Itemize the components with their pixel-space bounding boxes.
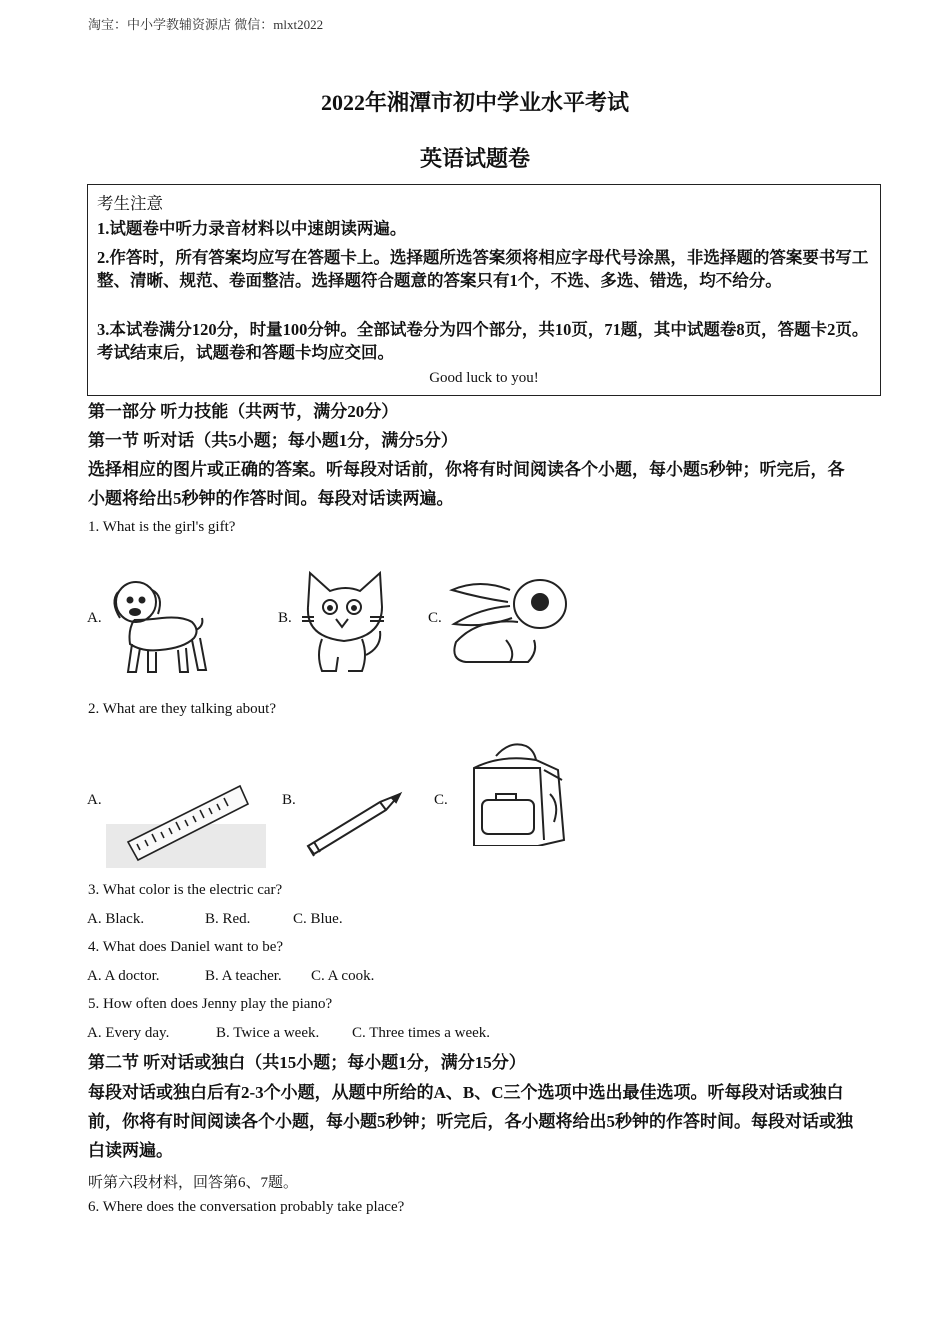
q3-option-c: C. Blue. <box>293 911 343 927</box>
good-luck-text: Good luck to you! <box>429 370 539 386</box>
q5-option-b: B. Twice a week. <box>216 1025 320 1041</box>
question-4-stem: 4. What does Daniel want to be? <box>88 939 284 955</box>
q3-option-a: A. Black. <box>87 911 145 927</box>
q1-option-b-label: B. <box>278 610 292 626</box>
dog-icon <box>108 570 208 680</box>
notice-item-1: 1.试题卷中听力录音材料以中速朗读两遍。 <box>97 219 407 238</box>
exam-subtitle: 英语试题卷 <box>419 146 530 171</box>
q1-option-a-label: A. <box>87 610 102 626</box>
pencil-icon <box>304 790 404 860</box>
q2-option-b-label: B. <box>282 792 296 808</box>
q4-option-a: A. A doctor. <box>87 968 160 984</box>
backpack-icon <box>466 740 566 846</box>
exam-title: 2022年湘潭市初中学业水平考试 <box>320 90 629 115</box>
question-3-stem: 3. What color is the electric car? <box>88 882 283 898</box>
q2-option-c-label: C. <box>434 792 448 808</box>
section1-instructions: 选择相应的图片或正确的答案。听每段对话前，你将有时间阅读各个小题，每小题5秒钟；听完后，各小题将给出5秒钟的作答时间。每段对话读两遍。 <box>88 460 845 508</box>
q4-option-b: B. A teacher. <box>205 968 282 984</box>
question-5-stem: 5. How often does Jenny play the piano? <box>88 996 333 1012</box>
section2-instructions: 每段对话或独白后有2-3个小题，从题中所给的A、B、C三个选项中选出最佳选项。听每段对话或独白前，你将有时间阅读各个小题，每小题5秒钟；听完后，各小题将给出5秒钟的作答时间。每段对话或独白读两遍。 <box>88 1083 853 1160</box>
section1-heading: 第一节 听对话（共5小题；每小题1分，满分5分） <box>88 431 458 450</box>
section2-heading: 第二节 听对话或独白（共15小题；每小题1分，满分15分） <box>88 1053 526 1072</box>
question-2-stem: 2. What are they talking about? <box>88 701 276 717</box>
part1-heading: 第一部分 听力技能（共两节，满分20分） <box>88 402 399 421</box>
q1-option-c-label: C. <box>428 610 442 626</box>
header-note: 淘宝：中小学教辅资源店 微信：mlxt2022 <box>88 17 324 32</box>
ruler-icon <box>106 784 266 868</box>
q5-option-c: C. Three times a week. <box>352 1025 491 1041</box>
notice-item-2: 2.作答时，所有答案均应写在答题卡上。选择题所选答案须将相应字母代号涂黑，非选择题的答案要书写工整、清晰、规范、卷面整洁。选择题符合题意的答案只有1个，不选、多选、错选，均不给分。 <box>97 248 869 290</box>
q2-option-a-label: A. <box>87 792 102 808</box>
cat-icon <box>300 567 390 677</box>
q3-option-b: B. Red. <box>205 911 251 927</box>
notice-item-3: 3.本试卷满分120分，时量100分钟。全部试卷分为四个部分，共10页，71题，其中试题卷8页，答题卡2页。考试结束后，试题卷和答题卡均应交回。 <box>97 320 869 362</box>
material-note: 听第六段材料，回答第6、7题。 <box>88 1175 299 1191</box>
question-6-stem: 6. Where does the conversation probably take place? <box>88 1199 405 1215</box>
q5-option-a: A. Every day. <box>87 1025 170 1041</box>
notice-heading: 考生注意 <box>97 194 163 213</box>
q4-option-c: C. A cook. <box>311 968 375 984</box>
question-1-stem: 1. What is the girl's gift? <box>88 519 236 535</box>
notice-box <box>87 184 881 396</box>
rabbit-icon <box>448 578 580 668</box>
